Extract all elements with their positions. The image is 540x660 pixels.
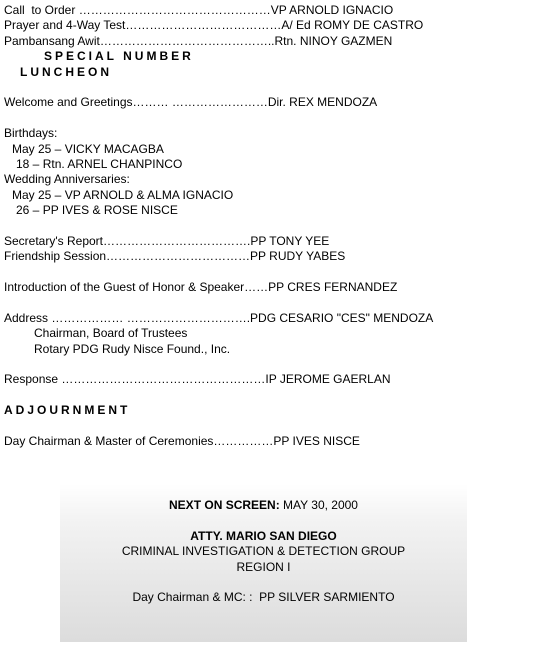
spacer: [4, 357, 534, 372]
next-on-screen-panel: [60, 484, 467, 642]
address-subtitle: Chairman, Board of Trustees: [34, 326, 188, 341]
program-line-response: Response ……………………………………………IP JEROME GAERLAN: [4, 372, 391, 387]
spacer: [4, 419, 534, 434]
birthday-item: May 25 – VICKY MACAGBA: [12, 141, 164, 156]
next-on-screen-line: [60, 498, 467, 513]
spacer: [4, 80, 534, 95]
next-on-screen-date: MAY 30, 2000: [279, 498, 358, 512]
anniversary-item: May 25 – VP ARNOLD & ALMA IGNACIO: [12, 187, 234, 202]
next-speaker-region: REGION I: [236, 559, 291, 574]
luncheon-heading: LUNCHEON: [20, 64, 112, 79]
program-line-address: Address ……………… ………………………….PDG CESARIO "CES" MENDOZA: [4, 310, 434, 325]
program-line-day-chairman: Day Chairman & Master of Ceremonies……………PP IVES NISCE: [4, 433, 360, 448]
next-speaker-name: ATTY. MARIO SAN DIEGO: [190, 528, 337, 543]
program-line-prayer: Prayer and 4-Way Test…………………………………A/ Ed ROMY DE CASTRO: [4, 18, 424, 33]
spacer: [60, 575, 467, 590]
anniversaries-label: Wedding Anniversaries:: [4, 172, 130, 187]
next-on-screen-label: NEXT ON SCREEN:: [169, 498, 280, 512]
spacer: [4, 111, 534, 126]
program-line-secretary: Secretary's Report……………………………….PP TONY YEE: [4, 233, 330, 248]
adjournment-heading: ADJOURNMENT: [4, 403, 131, 418]
program-line-fellowship: Friendship Session………………………………PP RUDY YABES: [4, 249, 346, 264]
anniversary-item: 26 – PP IVES & ROSE NISCE: [16, 203, 178, 218]
special-number-heading: SPECIAL NUMBER: [44, 49, 194, 64]
program-line-welcome: Welcome and Greetings……… ……………………Dir. REX MENDOZA: [4, 95, 378, 110]
spacer: [4, 388, 534, 403]
spacer: [60, 513, 467, 528]
spacer: [4, 265, 534, 280]
spacer: [4, 218, 534, 233]
spacer: [4, 295, 534, 310]
program-line-anthem: Pambansang Awit……………………………………..Rtn. NINOY GAZMEN: [4, 33, 393, 48]
next-day-chairman: Day Chairman & MC: : PP SILVER SARMIENTO: [132, 590, 395, 605]
birthday-item: 18 – Rtn. ARNEL CHANPINCO: [16, 156, 183, 171]
program-line-call-to-order: Call to Order …………………………………………VP ARNOLD IGNACIO: [4, 3, 394, 17]
birthdays-label: Birthdays:: [4, 126, 58, 141]
address-subtitle: Rotary PDG Rudy Nisce Found., Inc.: [34, 341, 231, 356]
next-speaker-org: CRIMINAL INVESTIGATION & DETECTION GROUP: [121, 544, 406, 559]
program-document: [4, 3, 534, 449]
program-line-introduction: Introduction of the Guest of Honor & Speaker……PP CRES FERNANDEZ: [4, 280, 398, 295]
